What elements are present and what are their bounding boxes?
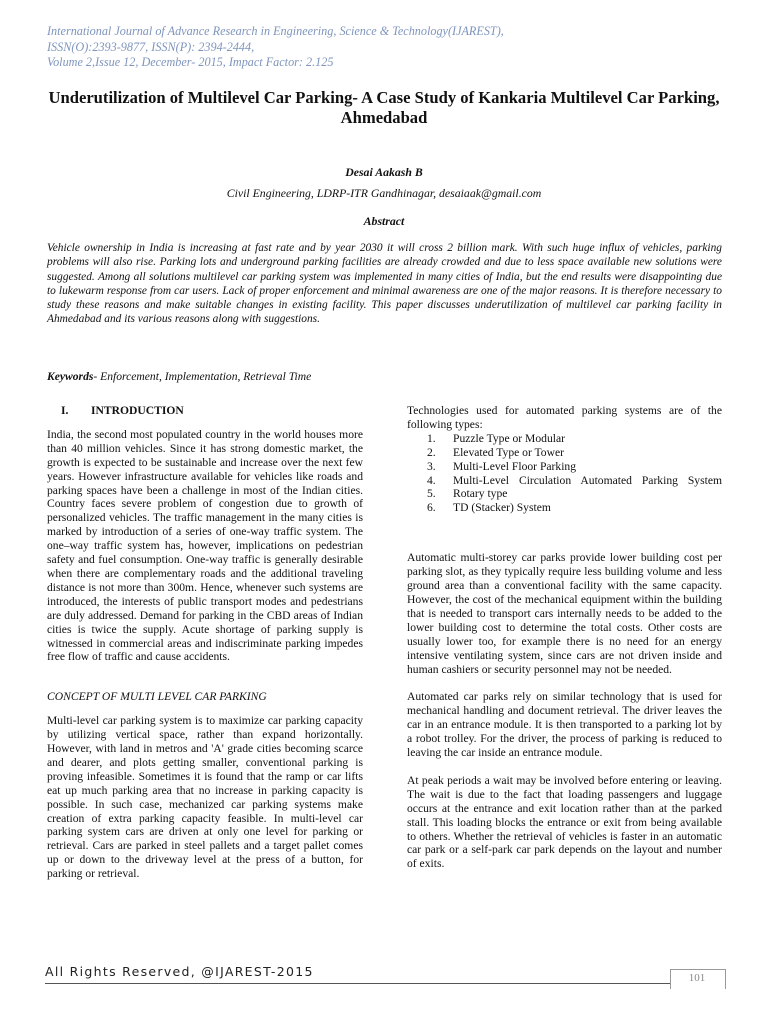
- section-number: I.: [61, 404, 69, 417]
- list-item: 6. TD (Stacker) System: [427, 501, 551, 515]
- author-name: Desai Aakash B: [345, 165, 423, 179]
- abstract-heading: Abstract: [363, 214, 405, 228]
- footer-rights: All Rights Reserved, @IJAREST-2015: [45, 964, 314, 979]
- keywords-text: - Enforcement, Implementation, Retrieval Time: [93, 370, 312, 383]
- section-heading: [47, 404, 363, 418]
- list-item: 5. Rotary type: [427, 487, 508, 501]
- journal-issn: ISSN(O):2393-9877, ISSN(P): 2394-2444,: [47, 39, 255, 54]
- list-item: 3. Multi-Level Floor Parking: [427, 459, 577, 473]
- tech-intro: Technologies used for automated parking systems are of the following types:: [407, 404, 722, 431]
- keywords: [47, 370, 722, 383]
- list-item: 4. Multi-Level Circulation Automated Parking System: [427, 473, 722, 487]
- paper-title: Underutilization of Multilevel Car Parking- A Case Study of Kankaria Multilevel Car Parking, Ahmedabad: [48, 88, 720, 127]
- right-column: [407, 404, 722, 871]
- abstract-text: Vehicle ownership in India is increasing at fast rate and by year 2030 it will cross 2 billion mark. With such huge influx of vehicles, parking problems will also rise. Parking lots and underground parking facilities are already crowded and due to less space available new solutions were suggested. Among all solutions multilevel car parking system was implemented in many cities of India, but the end results were disappointing due to lukewarm response from car users. Lack of proper enforcement and minimal awareness are one of the major reasons. It is therefore necessary to study these reasons and make suitable changes in existing facility. This paper discusses underutilization of multilevel car parking facility in Ahmedabad and its various reasons along with suggestions.: [47, 242, 722, 326]
- concept-paragraph: Multi-level car parking system is to maximize car parking capacity by utilizing vertical space, rather than expand horizontally. However, with land in metros and 'A' grade cities becoming scarce and dearer, and plots getting smaller, conventional parking is proving infeasible. Sometimes it is found that the ramp or car lifts eat up much parking area that no increase in parking capacity is possible. In such case, mechanized car parking systems make creation of extra parking capacity feasible. In multi-level car parking system cars are driven at only one level for parking or retrieval. Cars are parked in steel pallets and a target pallet comes up or down to the driveway level at the press of a button, for parking or retrieval.: [47, 714, 363, 881]
- concept-subheading: CONCEPT OF MULTI LEVEL CAR PARKING: [47, 690, 267, 704]
- footer-divider: [45, 983, 670, 984]
- body-paragraph: Automatic multi-storey car parks provide lower building cost per parking slot, as they typically require less building volume and less ground area than a conventional facility with the same capacity. However, the cost of the mechanical equipment within the building that is needed to transport cars internally needs to be added to the lower building cost to determine the total costs. Other costs are usually lower too, for example there is no need for an energy intensive ventilating system, since cars are not driven inside and human cashiers or security personnel may not be needed.: [407, 551, 722, 676]
- journal-name: International Journal of Advance Research in Engineering, Science & Technology(IJAREST),: [47, 24, 504, 38]
- body-paragraph: Automated car parks rely on similar technology that is used for mechanical handling and document retrieval. The driver leaves the car in an entrance module. It is then transported to a parking lot by a robot trolley. For the driver, the process of parking is reduced to leaving the car inside an entrance module.: [407, 690, 722, 760]
- section-title: INTRODUCTION: [91, 404, 184, 417]
- page-number: 101: [688, 972, 706, 984]
- intro-paragraph: India, the second most populated country in the world houses more than 40 million vehicles. Since it has strong domestic market, the growth is expected to be sustainable and increase over the next few years. However infrastructure available for vehicles like roads and parking spaces have been a challenge in most of the Indian cities. Country faces severe problem of congestion due to growth of personalized vehicles. The traffic management in the many cities is marked by introduction of a series of one-way traffic system. The one–way traffic system has, however, implications on pedestrian safety and fuel consumption. One-way traffic is generally desirable when there are complementary roads and the additional traveling distance is not more than 300m. Hence, whenever such systems are introduced, the interests of public transport modes and pedestrians are duly addressed. Demand for parking in the CBD areas of Indian cities is twice the supply. Acute shortage of parking supply is witnessed in commercial areas and indiscriminate parking impedes free flow of traffic and cause accidents.: [47, 427, 363, 664]
- list-item: 2. Elevated Type or Tower: [427, 445, 564, 459]
- journal-volume: Volume 2,Issue 12, December- 2015, Impact Factor: 2.125: [47, 55, 334, 69]
- author-affiliation: Civil Engineering, LDRP-ITR Gandhinagar, desaiaak@gmail.com: [226, 186, 542, 200]
- left-column: [47, 404, 363, 881]
- list-item: 1. Puzzle Type or Modular: [427, 431, 565, 445]
- technology-list: [407, 432, 722, 515]
- journal-header: [47, 24, 727, 71]
- body-paragraph: At peak periods a wait may be involved before entering or leaving. The wait is due to the fact that loading passengers and luggage occurs at the entrance and exit location rather than at the parked stall. This loading blocks the entrance or exit from being available to others. Whether the retrieval of vehicles is faster in an automatic car park or a self-park car park depends on the layout and number of exits.: [407, 773, 722, 871]
- keywords-label: Keywords: [47, 370, 94, 383]
